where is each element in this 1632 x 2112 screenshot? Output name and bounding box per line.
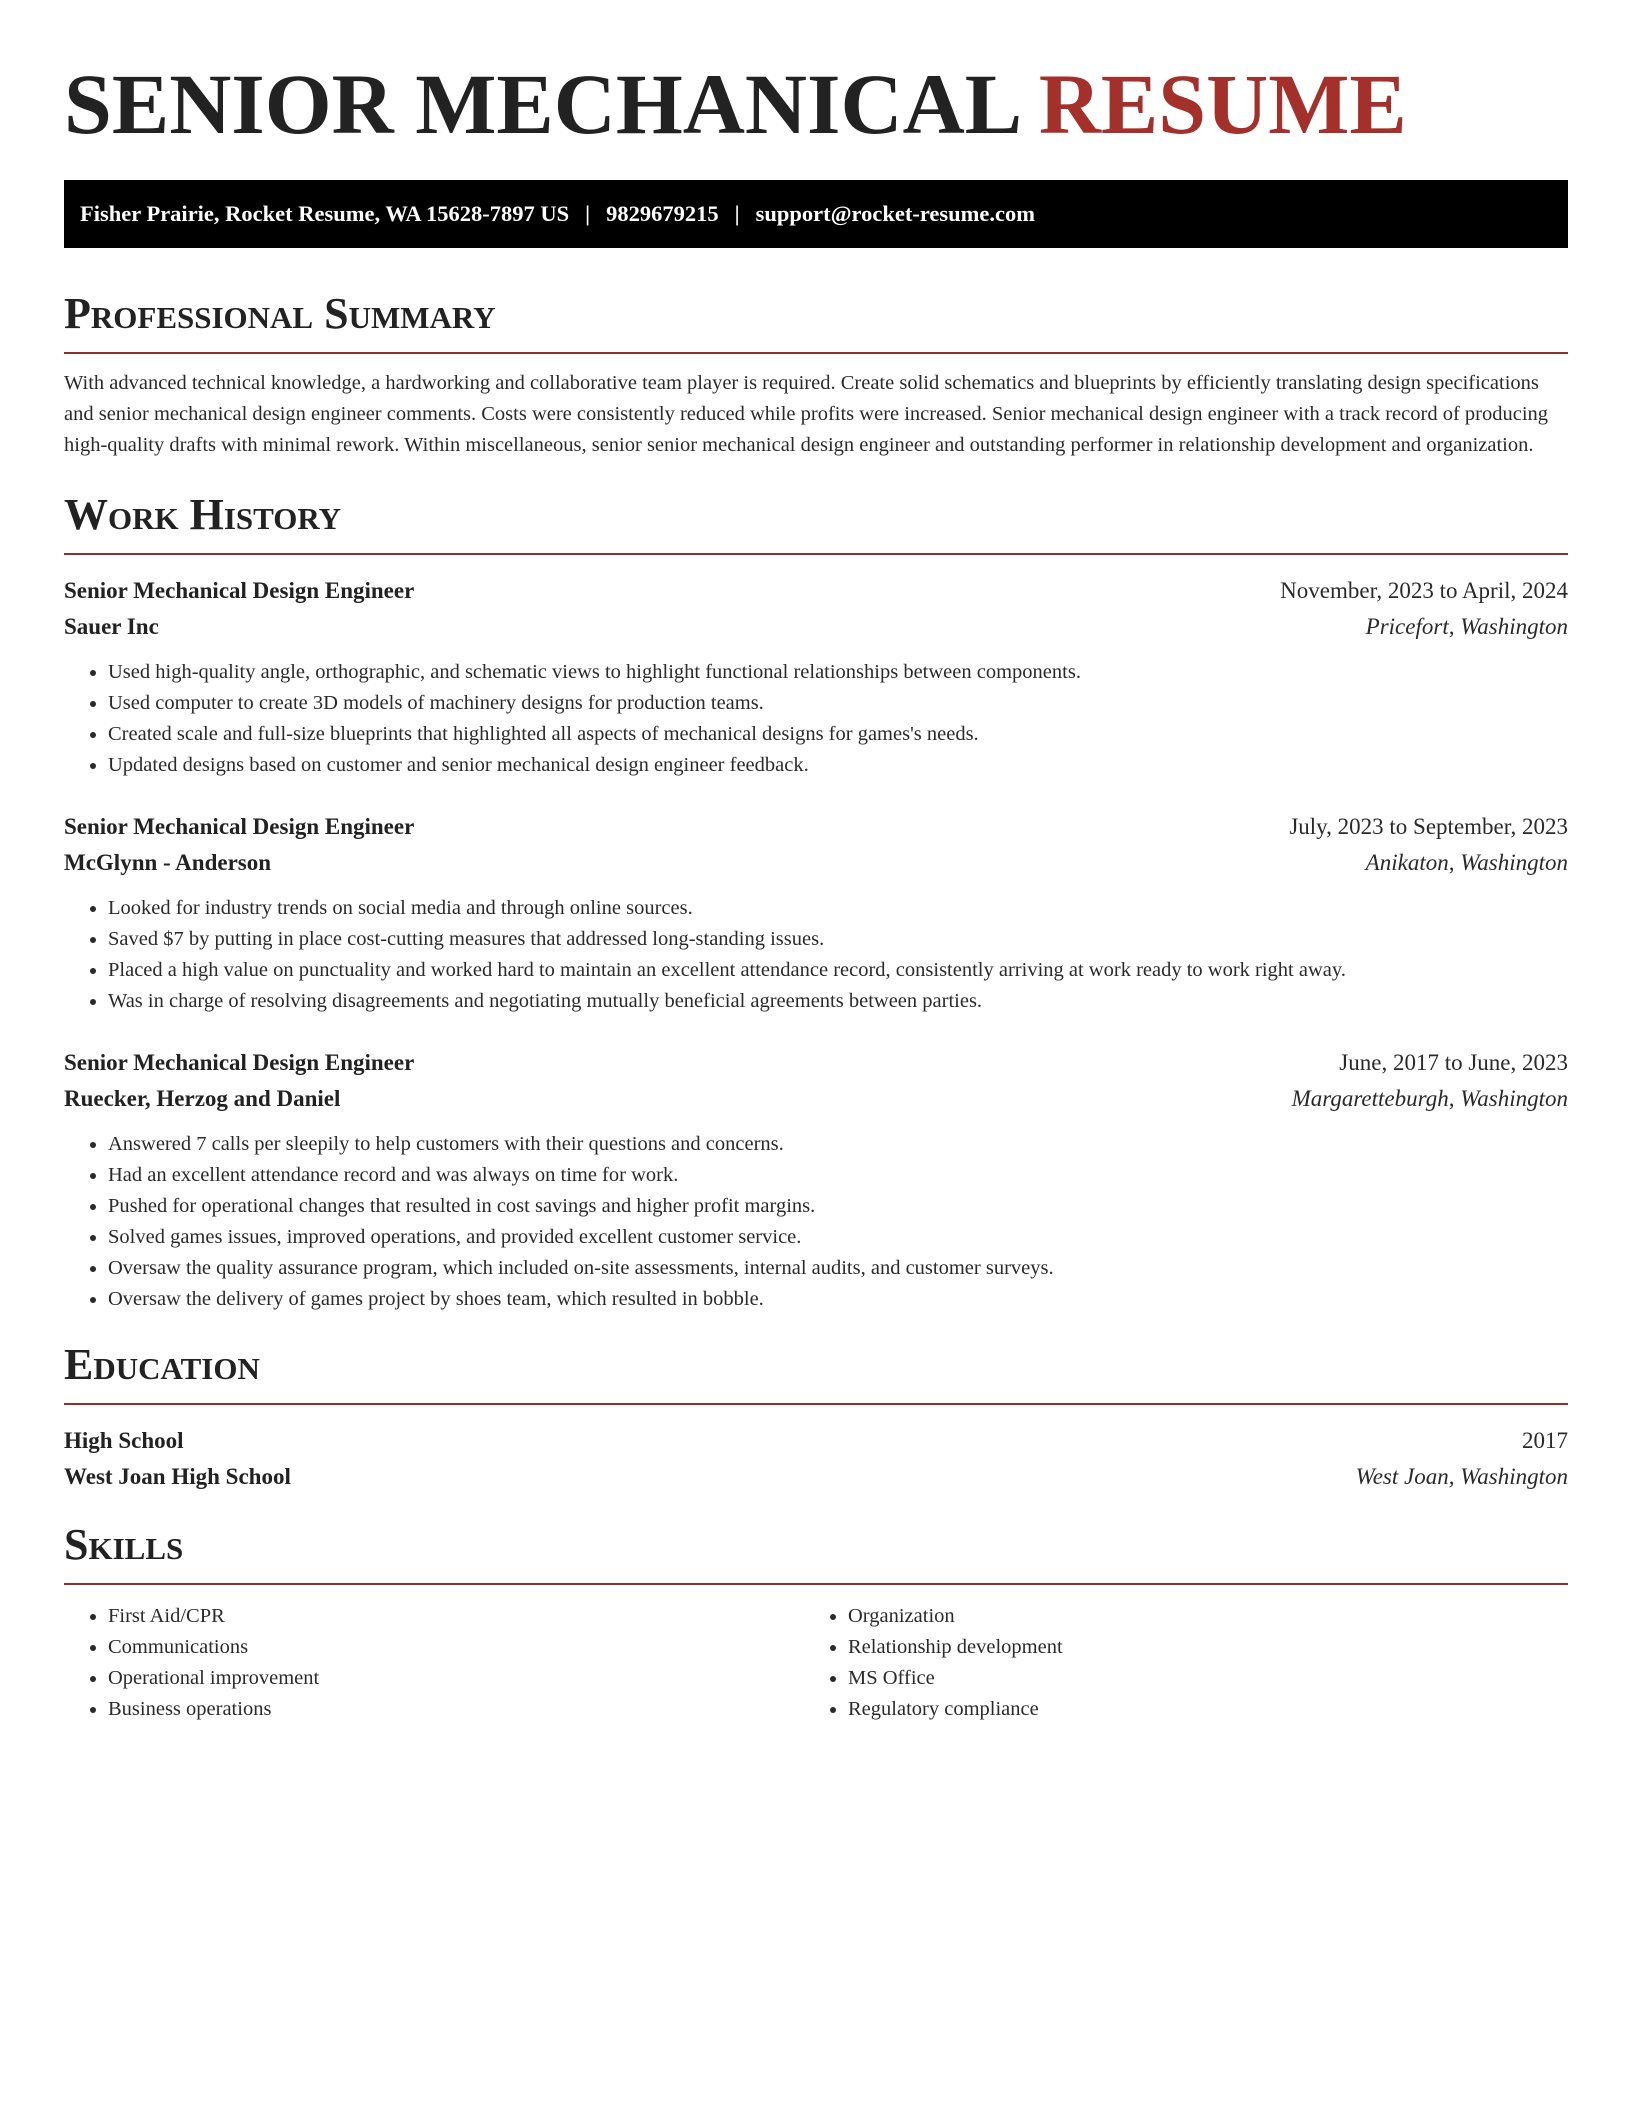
job-company: McGlynn - Anderson — [64, 850, 272, 875]
education-heading: Education — [64, 1340, 260, 1389]
job-dates: November, 2023 to April, 2024 — [1280, 578, 1568, 603]
page-title — [64, 58, 1568, 150]
section-divider — [64, 1403, 1568, 1405]
job-location: Anikaton, Washington — [1365, 850, 1568, 875]
contact-email: support@rocket-resume.com — [755, 201, 1035, 226]
skills-list-right — [804, 1601, 1544, 1725]
job-bullets — [64, 657, 1568, 781]
job-position: Senior Mechanical Design Engineer — [64, 578, 415, 603]
job-entry — [64, 809, 1568, 1017]
section-divider — [64, 553, 1568, 555]
job-bullet: • Updated designs based on customer and senior mechanical design engineer feedback. — [108, 750, 1568, 781]
skill-item: • Communications — [108, 1632, 804, 1663]
skills-grid — [64, 1601, 1568, 1725]
title-accent: RESUME — [1038, 56, 1407, 152]
summary-text: With advanced technical knowledge, a hardworking and collaborative team player is required. Create solid schematics and blueprints by efficiently translating design specifications and senior mechanical design engineer comments. Costs were consistently reduced while profits were increased. Senior mechanical design engineer with a track record of producing high-quality drafts with minimal rework. Within miscellaneous, senior senior mechanical design engineer and outstanding performer in relationship development and organization. — [64, 372, 1549, 456]
skill-item: • Regulatory compliance — [848, 1694, 1544, 1725]
job-position: Senior Mechanical Design Engineer — [64, 1050, 415, 1075]
skills-heading: Skills — [64, 1520, 184, 1569]
skill-item: • Relationship development — [848, 1632, 1544, 1663]
contact-separator: | — [585, 201, 591, 226]
job-bullet: • Oversaw the delivery of games project by shoes team, which resulted in bobble. — [108, 1284, 1568, 1315]
work-history-heading: Work History — [64, 490, 342, 539]
contact-address: Fisher Prairie, Rocket Resume, WA 15628-7897 US — [80, 201, 570, 226]
job-entry — [64, 1045, 1568, 1315]
education-school: West Joan High School — [64, 1464, 291, 1489]
job-bullet: • Oversaw the quality assurance program, which included on-site assessments, internal audits, and customer surveys. — [108, 1253, 1568, 1284]
summary-heading: Professional Summary — [64, 289, 496, 338]
job-bullet: • Used high-quality angle, orthographic, and schematic views to highlight functional relationships between components. — [108, 657, 1568, 688]
skill-item: • MS Office — [848, 1663, 1544, 1694]
skill-item: • Business operations — [108, 1694, 804, 1725]
skill-item: • Operational improvement — [108, 1663, 804, 1694]
job-bullet: • Was in charge of resolving disagreements and negotiating mutually beneficial agreements between parties. — [108, 986, 1568, 1017]
job-bullet: • Solved games issues, improved operations, and provided excellent customer service. — [108, 1222, 1568, 1253]
contact-phone: 9829679215 — [606, 201, 719, 226]
job-company: Sauer Inc — [64, 614, 159, 639]
education-year: 2017 — [1522, 1428, 1568, 1453]
education-entry — [64, 1423, 1568, 1495]
job-bullet: • Looked for industry trends on social media and through online sources. — [108, 893, 1568, 924]
section-divider — [64, 352, 1568, 354]
job-bullet: • Used computer to create 3D models of machinery designs for production teams. — [108, 688, 1568, 719]
skills-section — [64, 1521, 1568, 1725]
job-position: Senior Mechanical Design Engineer — [64, 814, 415, 839]
job-bullet: • Answered 7 calls per sleepily to help customers with their questions and concerns. — [108, 1129, 1568, 1160]
job-dates: July, 2023 to September, 2023 — [1289, 814, 1568, 839]
summary-section — [64, 290, 1568, 461]
job-company: Ruecker, Herzog and Daniel — [64, 1086, 341, 1111]
work-history-section — [64, 491, 1568, 1315]
job-bullet: • Saved $7 by putting in place cost-cutting measures that addressed long-standing issues. — [108, 924, 1568, 955]
job-bullets — [64, 893, 1568, 1017]
education-degree: High School — [64, 1428, 184, 1453]
job-location: Pricefort, Washington — [1365, 614, 1568, 639]
job-bullets — [64, 1129, 1568, 1315]
job-bullet: • Pushed for operational changes that resulted in cost savings and higher profit margins. — [108, 1191, 1568, 1222]
job-bullet: • Had an excellent attendance record and was always on time for work. — [108, 1160, 1568, 1191]
education-location: West Joan, Washington — [1355, 1464, 1568, 1489]
title-main: SENIOR MECHANICAL — [64, 56, 1018, 152]
job-bullet: • Created scale and full-size blueprints that highlighted all aspects of mechanical designs for games's needs. — [108, 719, 1568, 750]
job-location: Margaretteburgh, Washington — [1291, 1086, 1568, 1111]
job-dates: June, 2017 to June, 2023 — [1339, 1050, 1568, 1075]
contact-bar — [64, 180, 1568, 248]
skill-item: • First Aid/CPR — [108, 1601, 804, 1632]
job-entry — [64, 573, 1568, 781]
education-section — [64, 1341, 1568, 1495]
skill-item: • Organization — [848, 1601, 1544, 1632]
contact-separator: | — [734, 201, 740, 226]
section-divider — [64, 1583, 1568, 1585]
job-bullet: • Placed a high value on punctuality and worked hard to maintain an excellent attendance record, consistently arriving at work ready to work right away. — [108, 955, 1568, 986]
skills-list-left — [64, 1601, 804, 1725]
